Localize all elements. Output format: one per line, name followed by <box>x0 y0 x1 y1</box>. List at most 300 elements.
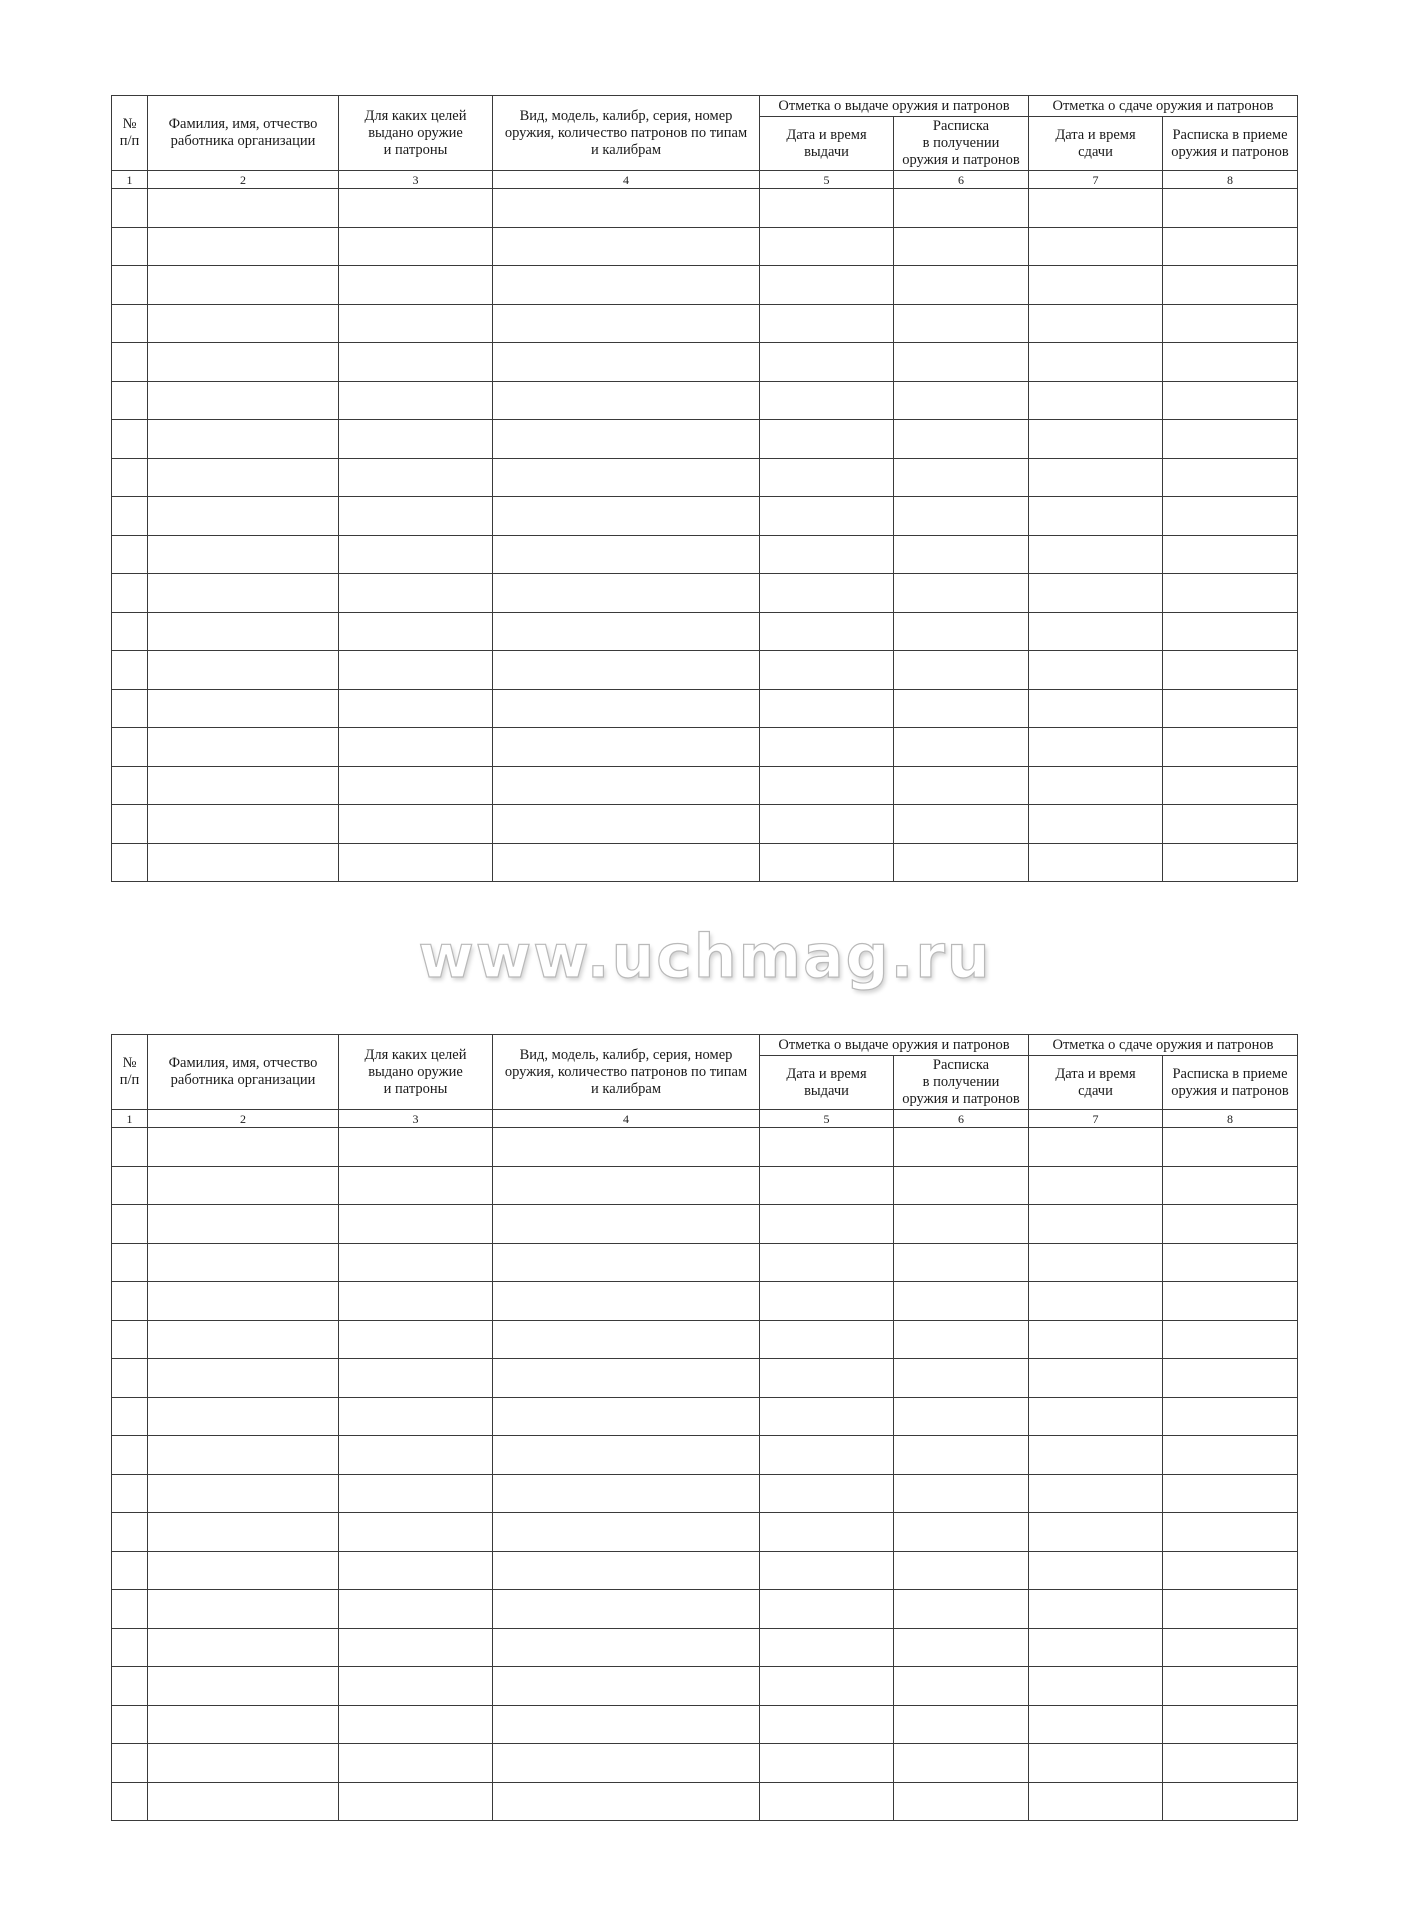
empty-cell <box>339 1513 493 1552</box>
empty-cell <box>148 1282 339 1321</box>
empty-cell <box>112 843 148 882</box>
empty-cell <box>894 420 1029 459</box>
empty-cell <box>760 1513 894 1552</box>
empty-cell <box>339 1705 493 1744</box>
empty-cell <box>493 343 760 382</box>
empty-cell <box>1029 1744 1163 1783</box>
empty-cell <box>112 1513 148 1552</box>
table-row <box>112 1128 1298 1167</box>
empty-cell <box>339 574 493 613</box>
empty-cell <box>1163 1628 1298 1667</box>
empty-cell <box>493 1667 760 1706</box>
empty-cell <box>148 1436 339 1475</box>
empty-cell <box>1163 343 1298 382</box>
table-row <box>112 304 1298 343</box>
journal-table-bottom <box>111 1034 1298 1821</box>
empty-cell <box>894 1744 1029 1783</box>
empty-cell <box>339 1782 493 1821</box>
header-issue-receipt: Расписка в получении оружия и патронов <box>894 117 1029 171</box>
empty-cell <box>894 458 1029 497</box>
table-row <box>112 1744 1298 1783</box>
empty-cell <box>493 189 760 228</box>
empty-cell <box>493 574 760 613</box>
empty-cell <box>339 651 493 690</box>
empty-cell <box>760 574 894 613</box>
header-purpose: Для каких целей выдано оружие и патроны <box>339 1035 493 1110</box>
empty-cell <box>1029 343 1163 382</box>
header-issue-group: Отметка о выдаче оружия и патронов <box>760 1035 1029 1056</box>
column-number: 6 <box>894 1110 1029 1128</box>
table-row <box>112 535 1298 574</box>
empty-cell <box>760 227 894 266</box>
header-purpose: Для каких целей выдано оружие и патроны <box>339 96 493 171</box>
empty-cell <box>339 497 493 536</box>
table-row <box>112 805 1298 844</box>
empty-cell <box>493 381 760 420</box>
empty-cell <box>493 843 760 882</box>
empty-cell <box>894 1243 1029 1282</box>
empty-cell <box>760 689 894 728</box>
column-number: 7 <box>1029 1110 1163 1128</box>
empty-cell <box>148 651 339 690</box>
header-issue-receipt: Расписка в получении оружия и патронов <box>894 1056 1029 1110</box>
header-num: № п/п <box>112 96 148 171</box>
empty-cell <box>760 805 894 844</box>
table-row <box>112 1590 1298 1629</box>
empty-cell <box>339 266 493 305</box>
empty-cell <box>760 651 894 690</box>
empty-cell <box>760 1243 894 1282</box>
empty-cell <box>760 381 894 420</box>
empty-cell <box>148 843 339 882</box>
table-row <box>112 266 1298 305</box>
header-name: Фамилия, имя, отчество работника организации <box>148 96 339 171</box>
empty-cell <box>1163 497 1298 536</box>
empty-cell <box>148 304 339 343</box>
empty-cell <box>148 1705 339 1744</box>
watermark: www.uchmag.ru <box>418 922 992 992</box>
empty-cell <box>112 1166 148 1205</box>
header-name: Фамилия, имя, отчество работника организации <box>148 1035 339 1110</box>
empty-cell <box>1029 574 1163 613</box>
empty-cell <box>148 497 339 536</box>
empty-cell <box>760 1282 894 1321</box>
empty-cell <box>1029 1513 1163 1552</box>
table-row <box>112 343 1298 382</box>
empty-cell <box>1163 689 1298 728</box>
empty-cell <box>148 1474 339 1513</box>
empty-cell <box>1029 227 1163 266</box>
empty-cell <box>339 343 493 382</box>
empty-cell <box>339 1551 493 1590</box>
empty-cell <box>112 1128 148 1167</box>
empty-cell <box>760 1166 894 1205</box>
empty-cell <box>339 535 493 574</box>
table-row <box>112 766 1298 805</box>
table-row <box>112 458 1298 497</box>
empty-cell <box>112 381 148 420</box>
empty-cell <box>339 766 493 805</box>
empty-cell <box>148 343 339 382</box>
header-return-group: Отметка о сдаче оружия и патронов <box>1029 1035 1298 1056</box>
empty-cell <box>148 1628 339 1667</box>
empty-cell <box>339 1667 493 1706</box>
empty-cell <box>894 497 1029 536</box>
empty-cell <box>493 1397 760 1436</box>
empty-cell <box>148 1243 339 1282</box>
empty-cell <box>148 1782 339 1821</box>
empty-cell <box>148 612 339 651</box>
empty-cell <box>1163 266 1298 305</box>
empty-cell <box>148 1551 339 1590</box>
table-row <box>112 1397 1298 1436</box>
empty-cell <box>760 1782 894 1821</box>
table-row <box>112 1282 1298 1321</box>
empty-cell <box>148 689 339 728</box>
column-number: 8 <box>1163 1110 1298 1128</box>
table-row <box>112 612 1298 651</box>
empty-cell <box>112 420 148 459</box>
empty-cell <box>894 535 1029 574</box>
empty-cell <box>894 574 1029 613</box>
empty-cell <box>894 1590 1029 1629</box>
empty-cell <box>1029 766 1163 805</box>
empty-cell <box>339 1205 493 1244</box>
header-return-receipt: Расписка в приеме оружия и патронов <box>1163 1056 1298 1110</box>
table-row <box>112 1513 1298 1552</box>
empty-cell <box>894 1667 1029 1706</box>
empty-cell <box>148 535 339 574</box>
empty-cell <box>1029 1243 1163 1282</box>
empty-cell <box>148 766 339 805</box>
empty-cell <box>339 1320 493 1359</box>
table-row <box>112 1705 1298 1744</box>
empty-cell <box>760 266 894 305</box>
empty-cell <box>760 535 894 574</box>
empty-cell <box>148 266 339 305</box>
table-row <box>112 381 1298 420</box>
empty-cell <box>1163 1705 1298 1744</box>
empty-cell <box>493 1705 760 1744</box>
empty-cell <box>1029 728 1163 767</box>
empty-cell <box>894 1513 1029 1552</box>
empty-cell <box>493 1436 760 1475</box>
empty-cell <box>1029 651 1163 690</box>
empty-cell <box>1163 805 1298 844</box>
empty-cell <box>148 574 339 613</box>
empty-cell <box>1029 535 1163 574</box>
empty-cell <box>1029 843 1163 882</box>
empty-cell <box>112 343 148 382</box>
empty-cell <box>760 1205 894 1244</box>
empty-cell <box>148 1128 339 1167</box>
empty-cell <box>1163 728 1298 767</box>
empty-cell <box>493 535 760 574</box>
empty-cell <box>493 1205 760 1244</box>
empty-cell <box>493 1513 760 1552</box>
empty-cell <box>1163 1166 1298 1205</box>
empty-cell <box>894 266 1029 305</box>
column-number: 6 <box>894 171 1029 189</box>
empty-cell <box>112 1205 148 1244</box>
table-row <box>112 689 1298 728</box>
empty-cell <box>760 612 894 651</box>
empty-cell <box>112 497 148 536</box>
empty-cell <box>148 1320 339 1359</box>
empty-cell <box>112 1551 148 1590</box>
empty-cell <box>894 766 1029 805</box>
empty-cell <box>894 1128 1029 1167</box>
empty-cell <box>148 1667 339 1706</box>
empty-cell <box>339 1166 493 1205</box>
empty-cell <box>339 1744 493 1783</box>
empty-cell <box>148 1205 339 1244</box>
empty-cell <box>112 574 148 613</box>
column-number: 2 <box>148 171 339 189</box>
header-return-date: Дата и время сдачи <box>1029 117 1163 171</box>
empty-cell <box>493 1474 760 1513</box>
journal-table-top <box>111 95 1298 882</box>
empty-cell <box>760 497 894 536</box>
empty-cell <box>339 612 493 651</box>
empty-cell <box>339 689 493 728</box>
empty-cell <box>1163 574 1298 613</box>
empty-cell <box>760 1128 894 1167</box>
empty-cell <box>894 843 1029 882</box>
empty-cell <box>493 1628 760 1667</box>
empty-cell <box>894 1166 1029 1205</box>
empty-cell <box>339 1628 493 1667</box>
empty-cell <box>493 266 760 305</box>
empty-cell <box>493 1782 760 1821</box>
empty-cell <box>894 728 1029 767</box>
empty-cell <box>339 227 493 266</box>
empty-cell <box>894 1782 1029 1821</box>
empty-cell <box>894 227 1029 266</box>
empty-cell <box>1029 420 1163 459</box>
empty-cell <box>1163 189 1298 228</box>
empty-cell <box>1163 227 1298 266</box>
empty-cell <box>1163 1359 1298 1398</box>
empty-cell <box>1163 612 1298 651</box>
empty-cell <box>493 227 760 266</box>
empty-cell <box>1163 535 1298 574</box>
header-num: № п/п <box>112 1035 148 1110</box>
empty-cell <box>112 728 148 767</box>
empty-cell <box>894 304 1029 343</box>
empty-cell <box>112 1243 148 1282</box>
empty-cell <box>1163 1667 1298 1706</box>
empty-cell <box>148 1590 339 1629</box>
empty-cell <box>1163 1205 1298 1244</box>
empty-cell <box>1163 381 1298 420</box>
empty-cell <box>760 1397 894 1436</box>
empty-cell <box>1029 304 1163 343</box>
empty-cell <box>493 497 760 536</box>
table-row <box>112 843 1298 882</box>
empty-cell <box>148 728 339 767</box>
empty-cell <box>1163 1590 1298 1629</box>
empty-cell <box>112 766 148 805</box>
empty-cell <box>148 420 339 459</box>
empty-cell <box>493 651 760 690</box>
empty-cell <box>1029 189 1163 228</box>
empty-cell <box>112 535 148 574</box>
empty-cell <box>1163 843 1298 882</box>
empty-cell <box>493 458 760 497</box>
empty-cell <box>1163 1782 1298 1821</box>
empty-cell <box>493 1128 760 1167</box>
empty-cell <box>760 1628 894 1667</box>
empty-cell <box>148 381 339 420</box>
empty-cell <box>760 1359 894 1398</box>
empty-cell <box>1029 381 1163 420</box>
table-row <box>112 1551 1298 1590</box>
column-number: 2 <box>148 1110 339 1128</box>
empty-cell <box>493 1590 760 1629</box>
empty-cell <box>112 1359 148 1398</box>
header-weapon: Вид, модель, калибр, серия, номер оружия, количество патронов по типам и калибрам <box>493 96 760 171</box>
empty-cell <box>339 843 493 882</box>
empty-cell <box>1029 1590 1163 1629</box>
empty-cell <box>894 343 1029 382</box>
empty-cell <box>1029 458 1163 497</box>
empty-cell <box>894 805 1029 844</box>
empty-cell <box>894 1320 1029 1359</box>
empty-cell <box>760 728 894 767</box>
empty-cell <box>1163 1551 1298 1590</box>
empty-cell <box>493 612 760 651</box>
table-row <box>112 1205 1298 1244</box>
header-return-receipt: Расписка в приеме оружия и патронов <box>1163 117 1298 171</box>
table-row <box>112 1166 1298 1205</box>
empty-cell <box>1029 1705 1163 1744</box>
empty-cell <box>112 1667 148 1706</box>
empty-cell <box>339 1590 493 1629</box>
table-row <box>112 1667 1298 1706</box>
empty-cell <box>1163 420 1298 459</box>
empty-cell <box>1029 1282 1163 1321</box>
empty-cell <box>1029 1667 1163 1706</box>
empty-cell <box>1029 1397 1163 1436</box>
empty-cell <box>339 381 493 420</box>
empty-cell <box>760 458 894 497</box>
empty-cell <box>1029 1436 1163 1475</box>
empty-cell <box>148 1166 339 1205</box>
column-number: 1 <box>112 171 148 189</box>
empty-cell <box>894 1397 1029 1436</box>
empty-cell <box>894 1205 1029 1244</box>
table-row <box>112 1243 1298 1282</box>
empty-cell <box>493 1282 760 1321</box>
empty-cell <box>760 304 894 343</box>
empty-cell <box>339 1397 493 1436</box>
empty-cell <box>1029 1166 1163 1205</box>
empty-cell <box>493 1320 760 1359</box>
empty-cell <box>339 1436 493 1475</box>
empty-cell <box>1163 1474 1298 1513</box>
empty-cell <box>112 1744 148 1783</box>
empty-cell <box>112 1436 148 1475</box>
empty-cell <box>1029 1782 1163 1821</box>
empty-cell <box>493 1243 760 1282</box>
empty-cell <box>112 1320 148 1359</box>
empty-cell <box>1029 1128 1163 1167</box>
header-issue-date: Дата и время выдачи <box>760 117 894 171</box>
empty-cell <box>760 1667 894 1706</box>
empty-cell <box>1029 266 1163 305</box>
empty-cell <box>339 458 493 497</box>
empty-cell <box>760 343 894 382</box>
empty-cell <box>148 1397 339 1436</box>
empty-cell <box>148 189 339 228</box>
empty-cell <box>760 420 894 459</box>
table-row <box>112 1359 1298 1398</box>
table-row <box>112 189 1298 228</box>
empty-cell <box>148 458 339 497</box>
empty-cell <box>112 805 148 844</box>
empty-cell <box>1163 1397 1298 1436</box>
table-row <box>112 728 1298 767</box>
header-return-date: Дата и время сдачи <box>1029 1056 1163 1110</box>
empty-cell <box>894 381 1029 420</box>
table-row <box>112 574 1298 613</box>
empty-cell <box>148 1513 339 1552</box>
empty-cell <box>894 1359 1029 1398</box>
empty-cell <box>1163 1436 1298 1475</box>
column-number: 1 <box>112 1110 148 1128</box>
column-number: 4 <box>493 171 760 189</box>
empty-cell <box>760 1436 894 1475</box>
empty-cell <box>1163 1243 1298 1282</box>
empty-cell <box>339 189 493 228</box>
empty-cell <box>1029 689 1163 728</box>
empty-cell <box>760 1320 894 1359</box>
empty-cell <box>493 304 760 343</box>
empty-cell <box>760 1705 894 1744</box>
header-weapon: Вид, модель, калибр, серия, номер оружия, количество патронов по типам и калибрам <box>493 1035 760 1110</box>
empty-cell <box>1029 1474 1163 1513</box>
empty-cell <box>493 689 760 728</box>
empty-cell <box>493 728 760 767</box>
empty-cell <box>112 1705 148 1744</box>
empty-cell <box>493 1744 760 1783</box>
empty-cell <box>339 1474 493 1513</box>
column-number: 7 <box>1029 171 1163 189</box>
column-number: 5 <box>760 171 894 189</box>
empty-cell <box>1163 1128 1298 1167</box>
empty-cell <box>894 689 1029 728</box>
empty-cell <box>112 689 148 728</box>
empty-cell <box>1163 1320 1298 1359</box>
empty-cell <box>339 1282 493 1321</box>
empty-cell <box>1029 1205 1163 1244</box>
column-number: 5 <box>760 1110 894 1128</box>
header-issue-date: Дата и время выдачи <box>760 1056 894 1110</box>
empty-cell <box>1163 766 1298 805</box>
table-row <box>112 497 1298 536</box>
empty-cell <box>760 1744 894 1783</box>
empty-cell <box>1029 1551 1163 1590</box>
empty-cell <box>894 1436 1029 1475</box>
table-row <box>112 1436 1298 1475</box>
empty-cell <box>339 420 493 459</box>
empty-cell <box>1163 1282 1298 1321</box>
empty-cell <box>1163 458 1298 497</box>
empty-cell <box>112 458 148 497</box>
journal-body-bottom <box>112 1128 1298 1821</box>
empty-cell <box>112 651 148 690</box>
